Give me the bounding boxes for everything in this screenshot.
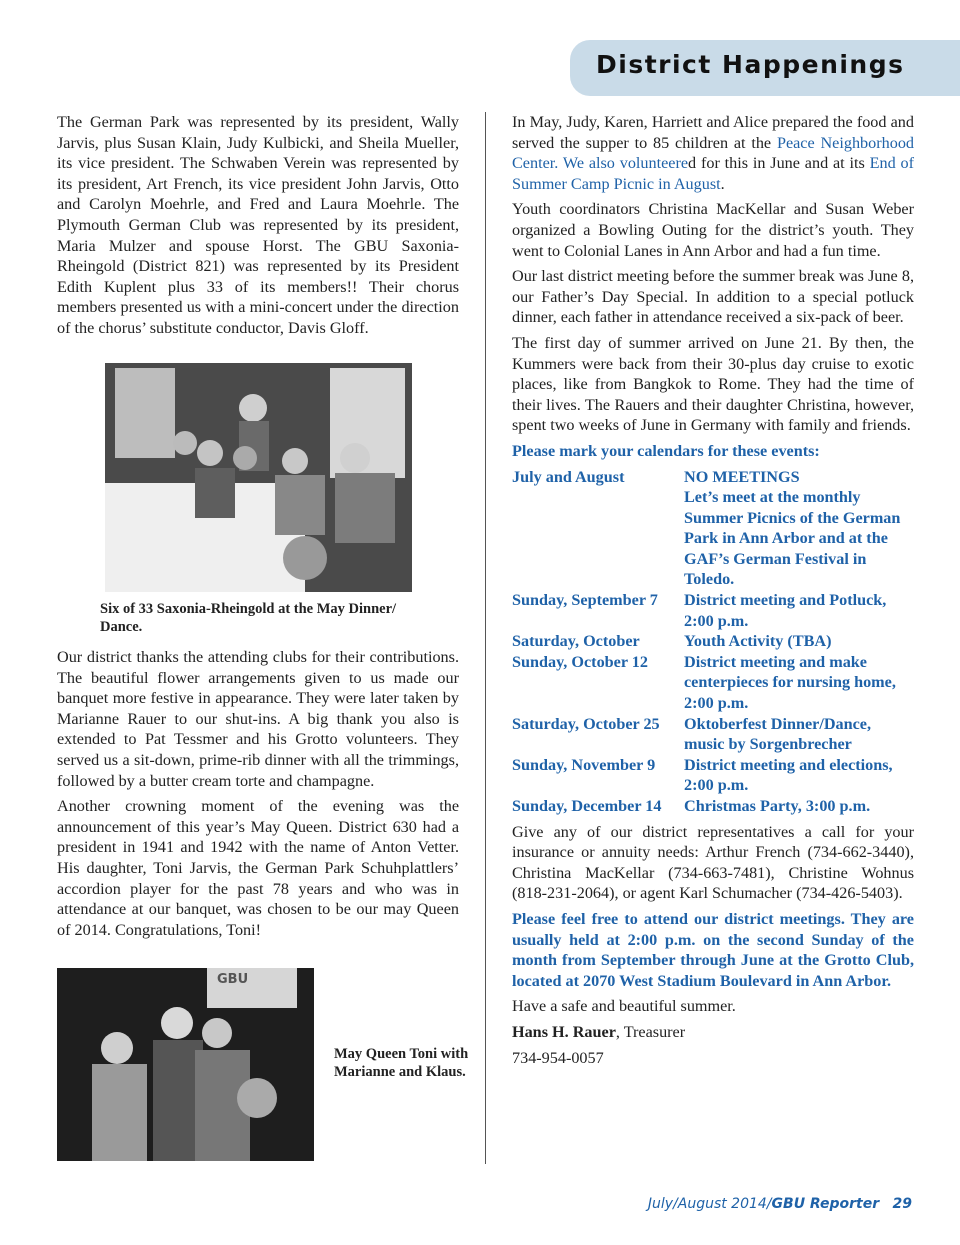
- may-queen-photo: [57, 968, 314, 1161]
- article-paragraph: Youth coordinators Christina MacKellar and Susan Weber organized a Bowling Outing for the district’s youth. They went to Colonial Lanes in Ann Arbor and had a fun time.: [512, 200, 914, 260]
- photo-caption: Six of 33 Saxonia-Rheingold at the May Dinner/ Dance.: [100, 601, 397, 635]
- event-description: Oktoberfest Dinner/Dance, music by Sorgenbrecher: [684, 714, 872, 754]
- event-link: Peace Neighborhood Center. We also volunteere: [512, 133, 915, 173]
- event-row: [512, 631, 914, 652]
- article-paragraph: Give any of our district representatives a call for your insurance or annuity needs: Arthur French (734-662-3440), Christina MacKellar (734-663-7481), Christine Wohnus (818-231-2064), or agent Karl Schumacher (734-426-5403).: [512, 822, 914, 903]
- event-description: Youth Activity (TBA): [684, 632, 832, 651]
- section-title: District Happenings: [596, 50, 905, 79]
- signature-phone: 734-954-0057: [512, 1048, 604, 1067]
- event-date: Sunday, November 9: [512, 755, 656, 774]
- event-date: July and August: [512, 467, 625, 486]
- event-row: [512, 796, 914, 817]
- closing-line: Have a safe and beautiful summer.: [512, 997, 736, 1016]
- photo-caption: May Queen Toni with Marianne and Klaus.: [334, 1046, 469, 1080]
- dinner-photo: [105, 363, 412, 592]
- article-paragraph: The German Park was represented by its president, Wally Jarvis, plus Susan Klain, Judy Kulbicki, and Sheila Mueller, its vice president. The Schwaben Verein was represented by its president, Art French, its vice president John Jarvis, Otto and Carolyn Moehrle, and Fred and Laura Moehrle. The Plymouth German Club was represented by its president, Maria Mulzer and spouse Horst. The GBU Saxonia-Rheingold (District 821) was represented by its President Edith Kuplent plus 33 of its members!! Their chorus members presented us with a mini-concert under the direction of the chorus’ substitute conductor, Davis Gloff.: [57, 113, 459, 337]
- event-link: End of Summer Camp Picnic in August: [512, 154, 914, 193]
- event-description: Christmas Party, 3:00 p.m.: [684, 797, 871, 815]
- event-date: Sunday, December 14: [512, 797, 662, 815]
- column-divider: [485, 112, 486, 1164]
- event-row: [512, 652, 914, 714]
- right-column: [512, 112, 914, 1073]
- event-row: [512, 590, 914, 631]
- event-description: NO MEETINGS: [684, 467, 800, 486]
- event-date: Sunday, September 7: [512, 591, 658, 610]
- left-column: [57, 112, 459, 344]
- event-description: District meeting and Potluck, 2:00 p.m.: [684, 591, 887, 630]
- left-column-lower: [57, 647, 459, 945]
- article-paragraph: The first day of summer arrived on June 21. By then, the Kummers were back from their 30-plus day cruise to exotic places, like from Bangkok to Rome. They had the time of their lives. The Rauers and their daughter Christina, however, spent two weeks of June in Germany with family and friends.: [512, 333, 914, 435]
- event-date: Saturday, October 25: [512, 714, 660, 733]
- event-row: [512, 755, 914, 796]
- meeting-notice: Please feel free to attend our district meetings. They are usually held at 2:00 p.m. on the second Sunday of the month from September through June at the Grotto Club, located at 2070 West Stadium Boulevard in Ann Arbor.: [512, 909, 914, 990]
- events-list: [512, 467, 914, 817]
- event-date: Sunday, October 12: [512, 652, 648, 671]
- calendar-heading: Please mark your calendars for these events:: [512, 441, 820, 460]
- article-paragraph: Our last district meeting before the summer break was June 8, our Father’s Day Special. In addition to a special potluck dinner, each father in attendance received a six-pack of beer.: [512, 267, 914, 327]
- event-description: District meeting and make centerpieces for nursing home, 2:00 p.m.: [684, 652, 896, 713]
- page-number: 29: [892, 1196, 912, 1212]
- signature: [512, 1022, 914, 1043]
- signature-title: , Treasurer: [615, 1022, 686, 1041]
- article-paragraph: In May, Judy, Karen, Harriett and Alice prepared the food and served the supper to 85 children at the Peace Neighborhood Center. We also volunteered for this in June and at its End of Summer Camp Picnic in August.: [512, 113, 915, 193]
- event-description: Let’s meet at the monthly Summer Picnics of the German Park in Ann Arbor and at the GAF’s German Festival in Toledo.: [684, 488, 901, 589]
- article-paragraph: Our district thanks the attending clubs for their contributions. The beautiful flower arrangements given to us made our banquet more festive in appearance. They were later taken by Marianne Rauer to our shut-ins. A big thank you also is extended to Pat Tessmer and his Grotto volunteers. They served us a sit-down, prime-rib dinner with all the trimmings, followed by a butter cream torte and champagne.: [57, 648, 459, 790]
- footer-issue: July/August 2014/: [647, 1196, 772, 1212]
- event-description: District meeting and elections, 2:00 p.m.: [684, 755, 893, 795]
- footer-publication: GBU Reporter: [771, 1196, 880, 1212]
- event-date: Saturday, October: [512, 632, 640, 651]
- signature-name: Hans H. Rauer: [512, 1022, 616, 1041]
- event-row: [512, 714, 914, 755]
- page-footer: [648, 1196, 912, 1212]
- article-paragraph: Another crowning moment of the evening was the announcement of this year’s May Queen. District 630 had a president in 1941 and 1942 with the name of Anton Vetter. His daughter, Toni Jarvis, the German Park Schuhplattlers’ accordion player for the past 78 years and who was in attendance at our banquet, was chosen to be our may Queen of 2014. Congratulations, Toni!: [57, 797, 459, 939]
- photo-banner-text: GBU: [217, 972, 249, 987]
- event-row: [512, 467, 914, 591]
